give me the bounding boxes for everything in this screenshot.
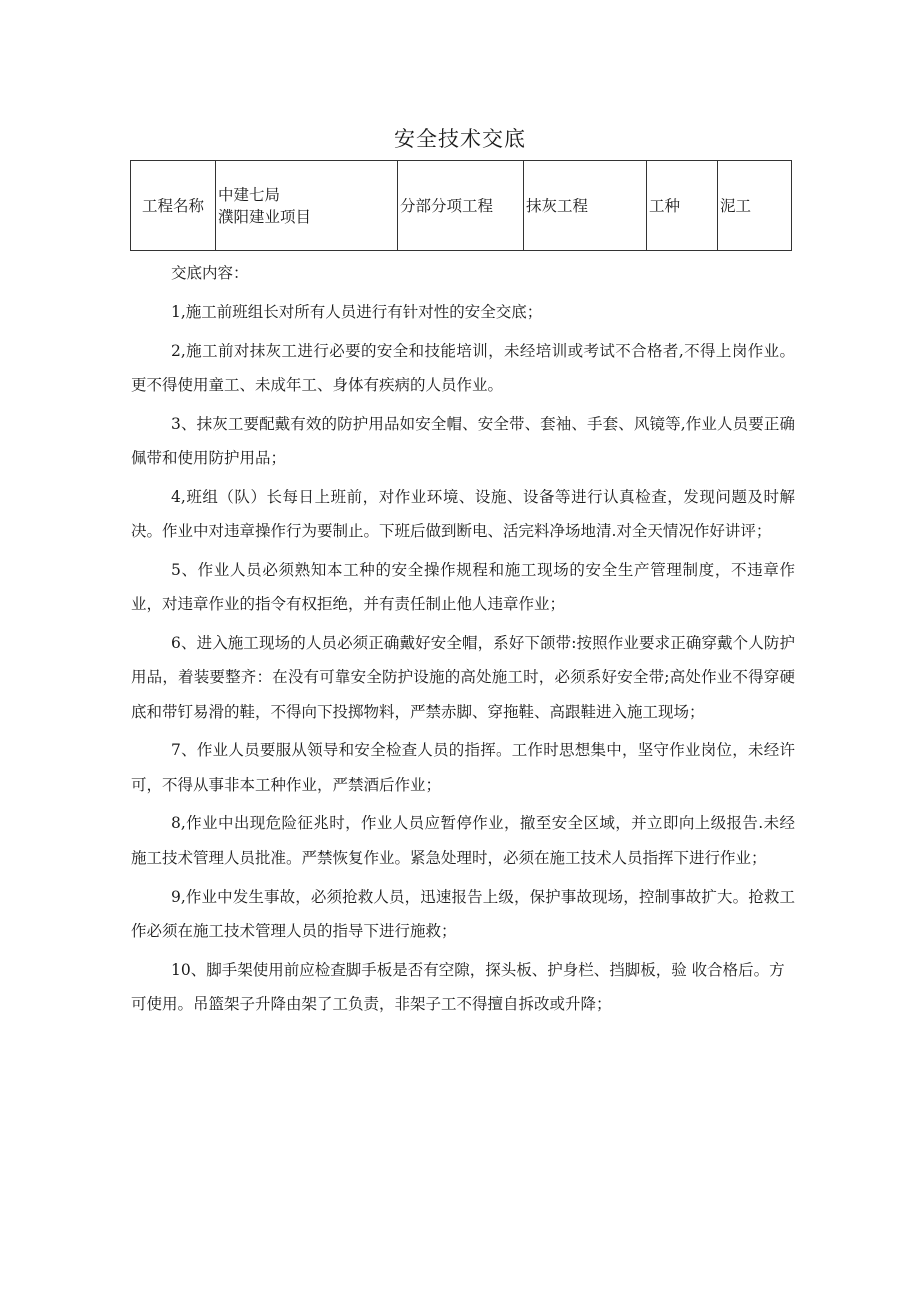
subproject-value-cell bbox=[524, 161, 647, 251]
page-title: 安全技术交底 bbox=[394, 127, 526, 151]
project-name-label: 工程名称 bbox=[141, 196, 204, 215]
table-row bbox=[131, 161, 792, 251]
project-name-value-cell bbox=[216, 161, 398, 251]
list-item: 10、脚手架使用前应检查脚手板是否有空隙，探头板、护身栏、挡脚板，验 收合格后。方可使用。吊篮架子升降由架了工负责，非架子工不得擅自拆改或升降； bbox=[131, 960, 785, 1013]
trade-label-cell bbox=[647, 161, 718, 251]
list-item: 1,施工前班组长对所有人员进行有针对性的安全交底； bbox=[171, 302, 543, 321]
list-item: 4,班组（队）长每日上班前，对作业环境、设施、设备等进行认真检查，发现问题及时解决。作业中对违章操作行为要制止。下班后做到断电、活完料净场地清.对全天情况作好讲评； bbox=[131, 487, 795, 541]
list-item: 6、进入施工现场的人员必须正确戴好安全帽，系好下颌带:按照作业要求正确穿戴个人防护用品，着装要整齐：在没有可靠安全防护设施的高处施工时，必须系好安全带;高处作业不得穿硬底和带钉易滑的鞋，不得向下投掷物料，严禁赤脚、穿拖鞋、高跟鞋进入施工现场； bbox=[131, 633, 795, 721]
project-name-line2: 濮阳建业项目 bbox=[218, 207, 312, 226]
content-heading: 交底内容： bbox=[171, 264, 249, 282]
trade-value-cell bbox=[718, 161, 792, 251]
list-item: 2,施工前对抹灰工进行必要的安全和技能培训，未经培训或考试不合格者,不得上岗作业。更不得使用童工、未成年工、身体有疾病的人员作业。 bbox=[131, 341, 795, 394]
trade-label: 工种 bbox=[649, 196, 681, 215]
list-item: 3、抹灰工要配戴有效的防护用品如安全帽、安全带、套袖、手套、风镜等,作业人员要正确佩带和使用防护用品； bbox=[131, 414, 795, 467]
trade-value: 泥工 bbox=[720, 196, 752, 215]
subproject-label: 分部分项工程 bbox=[400, 196, 494, 215]
project-name-line1: 中建七局 bbox=[218, 185, 281, 204]
subproject-label-cell bbox=[398, 161, 524, 251]
list-item: 8,作业中出现危险征兆时，作业人员应暂停作业，撤至安全区域，并立即向上级报告.未经施工技术管理人员批准。严禁恢复作业。紧急处理时，必须在施工技术人员指挥下进行作业； bbox=[131, 814, 795, 867]
list-item: 9,作业中发生事故，必须抢救人员，迅速报告上级，保护事故现场，控制事故扩大。抢救工作必须在施工技术管理人员的指导下进行施救； bbox=[131, 887, 795, 940]
disclosure-content bbox=[131, 256, 795, 1026]
list-item: 7、作业人员要服从领导和安全检查人员的指挥。工作时思想集中，坚守作业岗位，未经许可，不得从事非本工种作业，严禁酒后作业； bbox=[131, 741, 795, 794]
project-name-label-cell bbox=[131, 161, 216, 251]
list-item: 5、作业人员必须熟知本工种的安全操作规程和施工现场的安全生产管理制度，不违章作业，对违章作业的指令有权拒绝，并有责任制止他人违章作业； bbox=[131, 560, 795, 614]
project-info-table bbox=[130, 160, 792, 251]
subproject-value: 抹灰工程 bbox=[526, 196, 589, 215]
